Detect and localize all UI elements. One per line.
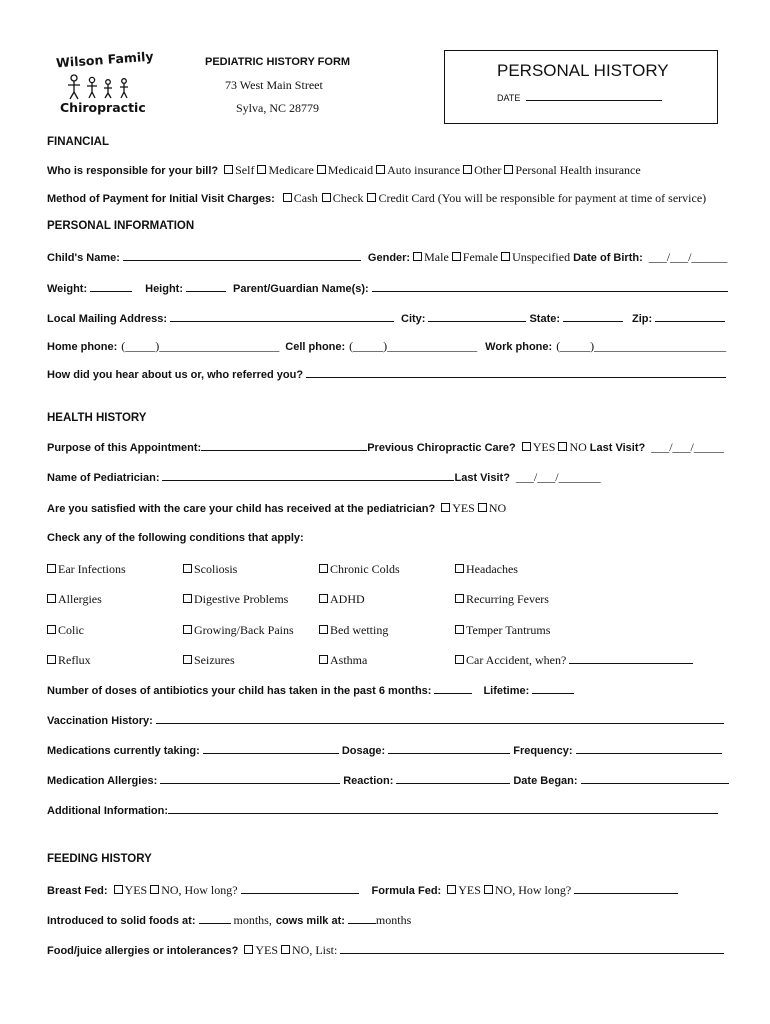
guardian-field[interactable] xyxy=(372,281,728,292)
solid-foods-label: Introduced to solid foods at: xyxy=(47,915,196,927)
work-phone-label: Work phone: xyxy=(485,341,553,353)
vaccination-field[interactable] xyxy=(156,713,724,724)
breast-fed-label: Breast Fed: xyxy=(47,885,108,897)
checkbox[interactable] xyxy=(183,625,192,634)
option-credit-card[interactable]: Credit Card (You will be responsible for payment at time of service) xyxy=(367,191,706,206)
checkbox[interactable] xyxy=(504,165,513,174)
gender-male[interactable]: Male xyxy=(413,250,449,265)
checkbox[interactable] xyxy=(317,165,326,174)
pediatrician-field[interactable] xyxy=(162,470,454,481)
logo-line2: Chiropractic xyxy=(60,100,146,115)
prev-care-no[interactable]: NO xyxy=(558,440,586,455)
feeding-heading: FEEDING HISTORY xyxy=(47,853,152,865)
condition-item[interactable]: Recurring Fevers xyxy=(455,592,549,607)
condition-item[interactable]: Chronic Colds xyxy=(319,562,400,577)
checkbox[interactable] xyxy=(447,885,456,894)
satisfied-no[interactable]: NO xyxy=(478,501,506,516)
frequency-field[interactable] xyxy=(576,743,722,754)
antibiotics-field[interactable] xyxy=(434,683,472,694)
formula-fed-label: Formula Fed: xyxy=(371,885,442,897)
solid-foods-field[interactable] xyxy=(199,913,231,924)
reaction-label: Reaction: xyxy=(343,775,394,787)
address-line-2: Sylva, NC 28779 xyxy=(236,101,320,115)
cell-phone-field[interactable]: (_____)_______________ xyxy=(349,339,478,353)
months-label-2: months xyxy=(375,913,412,927)
checkbox[interactable] xyxy=(319,625,328,634)
condition-item[interactable]: Seizures xyxy=(183,653,235,668)
child-name-row xyxy=(47,250,727,265)
months-label: months, xyxy=(233,913,272,927)
date-row xyxy=(497,93,665,103)
antibiotics-row xyxy=(47,683,577,697)
gender-unspecified[interactable]: Unspecified xyxy=(501,250,570,265)
financial-heading: FINANCIAL xyxy=(47,136,109,148)
med-allergies-field[interactable] xyxy=(160,773,340,784)
medications-row xyxy=(47,743,725,757)
conditions-label: Check any of the following conditions that apply: xyxy=(47,532,304,544)
lifetime-label: Lifetime: xyxy=(483,685,530,697)
address-line-1: 73 West Main Street xyxy=(225,78,323,92)
cell-phone-label: Cell phone: xyxy=(285,341,346,353)
mailing-label: Local Mailing Address: xyxy=(47,313,168,325)
additional-field[interactable] xyxy=(168,803,718,814)
checkbox[interactable] xyxy=(455,655,464,664)
antibiotics-label: Number of doses of antibiotics your child has taken in the past 6 months: xyxy=(47,685,432,697)
satisfied-label: Are you satisfied with the care your child has received at the pediatrician? xyxy=(47,503,436,515)
responsible-row xyxy=(47,163,641,178)
checkbox[interactable] xyxy=(224,165,233,174)
checkbox[interactable] xyxy=(183,564,192,573)
formula-fed-field[interactable] xyxy=(574,883,678,894)
guardian-label: Parent/Guardian Name(s): xyxy=(233,283,369,295)
condition-item[interactable]: Temper Tantrums xyxy=(455,623,550,638)
height-field[interactable] xyxy=(186,281,226,292)
breast-fed-no[interactable]: NO, How long? xyxy=(150,883,237,898)
personal-heading: PERSONAL INFORMATION xyxy=(47,220,195,232)
condition-item[interactable]: Ear Infections xyxy=(47,562,126,577)
option-cash[interactable]: Cash xyxy=(283,191,318,206)
dosage-field[interactable] xyxy=(388,743,510,754)
weight-field[interactable] xyxy=(90,281,132,292)
formula-fed-yes[interactable]: YES xyxy=(447,883,481,898)
condition-item[interactable]: Allergies xyxy=(47,592,102,607)
checkbox[interactable] xyxy=(455,625,464,634)
work-phone-field[interactable]: (_____)______________________ xyxy=(556,339,727,353)
checkbox[interactable] xyxy=(319,655,328,664)
city-label: City: xyxy=(401,313,426,325)
condition-item[interactable]: ADHD xyxy=(319,592,365,607)
additional-label: Additional Information: xyxy=(47,805,168,817)
checkbox[interactable] xyxy=(281,945,290,954)
condition-item[interactable]: Bed wetting xyxy=(319,623,388,638)
cows-milk-field[interactable] xyxy=(348,913,376,924)
reaction-field[interactable] xyxy=(396,773,510,784)
date-label: DATE xyxy=(497,93,521,103)
purpose-row xyxy=(47,440,724,455)
breast-fed-yes[interactable]: YES xyxy=(114,883,148,898)
checkbox[interactable] xyxy=(478,503,487,512)
clinic-logo xyxy=(52,48,155,120)
food-allergies-label: Food/juice allergies or intolerances? xyxy=(47,945,239,957)
mailing-row xyxy=(47,311,728,325)
additional-row xyxy=(47,803,718,817)
logo-line1: Wilson Family xyxy=(55,48,155,71)
checkbox[interactable] xyxy=(322,193,331,202)
checkbox[interactable] xyxy=(367,193,376,202)
vaccination-label: Vaccination History: xyxy=(47,715,153,727)
zip-label: Zip: xyxy=(632,313,653,325)
checkbox[interactable] xyxy=(47,594,56,603)
car-accident-field[interactable] xyxy=(569,653,693,664)
pediatrician-label: Name of Pediatrician: xyxy=(47,472,160,484)
satisfied-row xyxy=(47,501,506,516)
checkbox[interactable] xyxy=(47,564,56,573)
condition-item[interactable]: Car Accident, when? xyxy=(455,653,696,668)
condition-item[interactable]: Growing/Back Pains xyxy=(183,623,294,638)
responsible-label: Who is responsible for your bill? xyxy=(47,165,219,177)
referral-field[interactable] xyxy=(306,367,726,378)
mailing-field[interactable] xyxy=(170,311,394,322)
purpose-label: Purpose of this Appointment: xyxy=(47,442,202,454)
checkbox[interactable] xyxy=(501,252,510,261)
option-self[interactable]: Self xyxy=(224,163,254,178)
home-phone-field[interactable]: (_____)____________________ xyxy=(121,339,280,353)
health-heading: HEALTH HISTORY xyxy=(47,412,147,424)
payment-row: Method of Payment for Initial Visit Charges : Cash Check Credit Card (You will be responsible for payment at time of service) xyxy=(47,191,707,205)
last-visit-label: Last Visit? xyxy=(589,442,646,454)
state-field[interactable] xyxy=(563,311,623,322)
prev-care-yes[interactable]: YES xyxy=(522,440,556,455)
checkbox[interactable] xyxy=(455,564,464,573)
breast-fed-row xyxy=(47,883,681,898)
home-phone-label: Home phone: xyxy=(47,341,118,353)
checkbox[interactable] xyxy=(522,442,531,451)
checkbox[interactable] xyxy=(150,885,159,894)
condition-item[interactable]: Digestive Problems xyxy=(183,592,288,607)
food-allergies-row xyxy=(47,943,727,958)
option-personal-health[interactable]: Personal Health insurance xyxy=(504,163,640,178)
checkbox[interactable] xyxy=(257,165,266,174)
option-check[interactable]: Check xyxy=(322,191,364,206)
cows-milk-label: cows milk at: xyxy=(275,915,345,927)
formula-fed-no[interactable]: NO, How long? xyxy=(484,883,571,898)
height-label: Height: xyxy=(145,283,184,295)
phone-row xyxy=(47,339,726,354)
pediatrician-row xyxy=(47,470,601,485)
condition-item[interactable]: Scoliosis xyxy=(183,562,237,577)
frequency-label: Frequency: xyxy=(513,745,573,757)
condition-item[interactable]: Reflux xyxy=(47,653,91,668)
city-field[interactable] xyxy=(428,311,526,322)
checkbox[interactable] xyxy=(455,594,464,603)
checkbox[interactable] xyxy=(452,252,461,261)
checkbox[interactable] xyxy=(183,594,192,603)
lifetime-field[interactable] xyxy=(532,683,574,694)
purpose-field[interactable] xyxy=(201,440,367,451)
condition-item[interactable]: Headaches xyxy=(455,562,518,577)
zip-field[interactable] xyxy=(655,311,725,322)
last-visit-field[interactable]: ___/___/_____ xyxy=(651,440,724,454)
referral-label: How did you hear about us or, who referred you? xyxy=(47,369,304,381)
gender-female[interactable]: Female xyxy=(452,250,498,265)
checkbox[interactable] xyxy=(484,885,493,894)
date-field[interactable] xyxy=(526,93,662,101)
option-medicare[interactable]: Medicare xyxy=(257,163,313,178)
option-other[interactable]: Other xyxy=(463,163,501,178)
weight-label: Weight: xyxy=(47,283,88,295)
med-allergies-label: Medication Allergies: xyxy=(47,775,158,787)
child-name-label: Child's Name: xyxy=(47,252,120,264)
checkbox[interactable] xyxy=(319,564,328,573)
weight-row xyxy=(47,281,731,295)
dob-label: Date of Birth: xyxy=(573,252,643,264)
date-began-field[interactable] xyxy=(581,773,729,784)
child-name-field[interactable] xyxy=(123,250,361,261)
personal-history-box xyxy=(444,50,718,124)
prev-care-label: Previous Chiropractic Care? xyxy=(367,442,516,454)
option-medicaid[interactable]: Medicaid xyxy=(317,163,373,178)
dob-field[interactable]: ___/___/______ xyxy=(648,250,728,264)
referral-row xyxy=(47,367,729,381)
gender-label: Gender: xyxy=(367,252,411,264)
food-allergies-no[interactable]: NO, List: xyxy=(281,943,337,958)
checkbox[interactable] xyxy=(244,945,253,954)
food-allergies-yes[interactable]: YES xyxy=(244,943,278,958)
checkbox[interactable] xyxy=(441,503,450,512)
checkbox[interactable] xyxy=(413,252,422,261)
food-allergies-field[interactable] xyxy=(340,943,724,954)
checkbox[interactable] xyxy=(558,442,567,451)
state-label: State: xyxy=(529,313,561,325)
checkbox[interactable] xyxy=(463,165,472,174)
vaccination-row xyxy=(47,713,724,727)
satisfied-yes[interactable]: YES xyxy=(441,501,475,516)
checkbox[interactable] xyxy=(183,655,192,664)
checkbox[interactable] xyxy=(47,625,56,634)
medications-label: Medications currently taking: xyxy=(47,745,200,757)
last-visit-field-2[interactable]: ___/___/_______ xyxy=(515,470,601,484)
checkbox[interactable] xyxy=(319,594,328,603)
condition-item[interactable]: Asthma xyxy=(319,653,367,668)
checkbox[interactable] xyxy=(283,193,292,202)
checkbox[interactable] xyxy=(114,885,123,894)
payment-label: Method of Payment for Initial Visit Charges xyxy=(47,193,272,205)
option-auto-insurance[interactable]: Auto insurance xyxy=(376,163,460,178)
med-allergies-row xyxy=(47,773,732,787)
form-title: PEDIATRIC HISTORY FORM xyxy=(205,56,351,68)
date-began-label: Date Began: xyxy=(513,775,578,787)
last-visit-label-2: Last Visit? xyxy=(454,472,510,484)
breast-fed-field[interactable] xyxy=(241,883,359,894)
medications-field[interactable] xyxy=(203,743,339,754)
solid-foods-row xyxy=(47,913,411,928)
box-title: PERSONAL HISTORY xyxy=(497,61,669,80)
condition-item[interactable]: Colic xyxy=(47,623,84,638)
checkbox[interactable] xyxy=(376,165,385,174)
checkbox[interactable] xyxy=(47,655,56,664)
dosage-label: Dosage: xyxy=(341,745,386,757)
